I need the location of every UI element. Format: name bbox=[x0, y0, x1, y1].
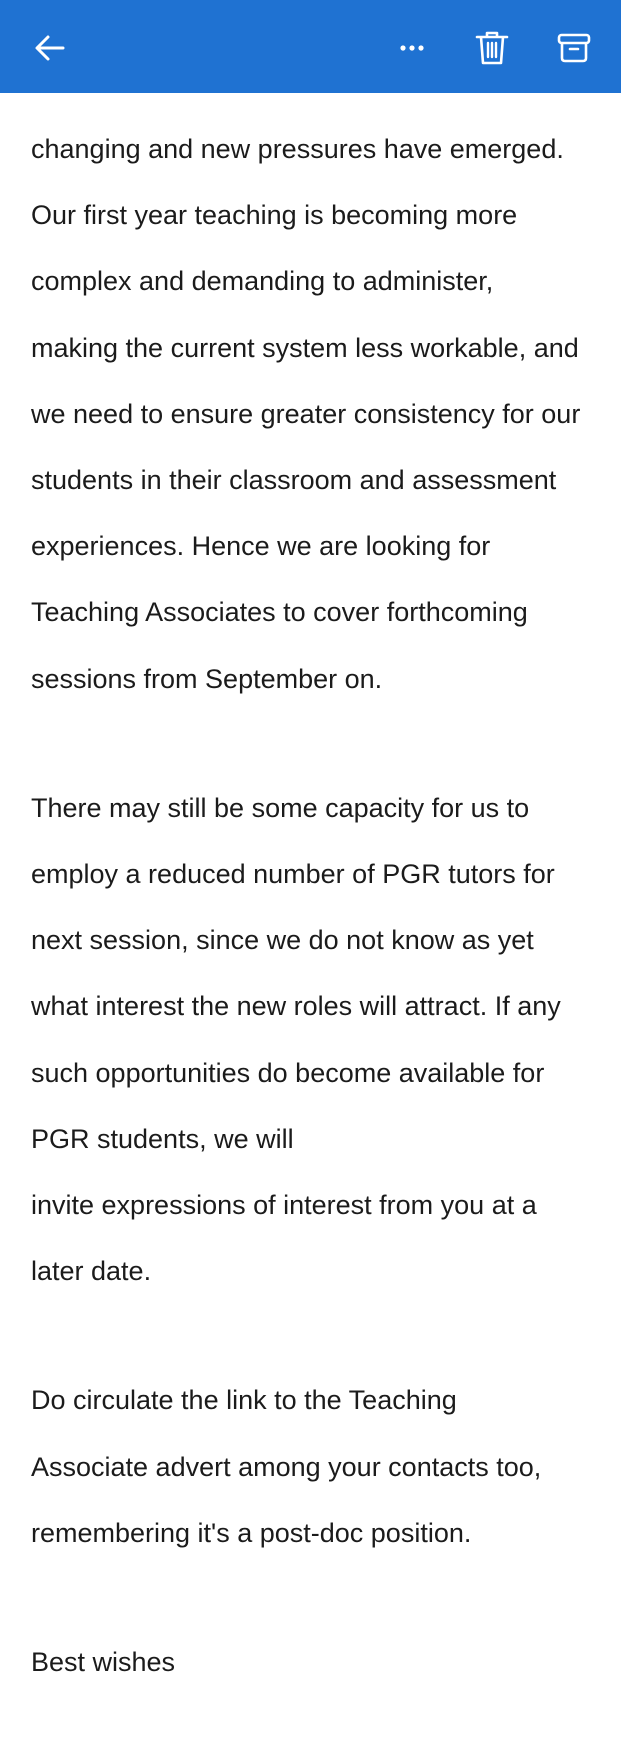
text-line: experiences. Hence we are looking for bbox=[31, 531, 491, 562]
message-paragraph bbox=[31, 1613, 611, 1712]
archive-button[interactable] bbox=[550, 24, 598, 72]
back-button[interactable] bbox=[26, 24, 74, 72]
text-line: making the current system less workable, and bbox=[31, 332, 579, 363]
text-line: sessions from September on. bbox=[31, 663, 383, 694]
delete-button[interactable] bbox=[468, 24, 516, 72]
text-line: what interest the new roles will attract. If any bbox=[31, 991, 561, 1022]
text-line: changing and new pressures have emerged. bbox=[31, 134, 564, 165]
text-line: such opportunities do become available for bbox=[31, 1057, 545, 1088]
archive-icon bbox=[556, 31, 592, 65]
text-line: Best wishes bbox=[31, 1647, 176, 1678]
text-line: remembering it's a post-doc position. bbox=[31, 1517, 472, 1548]
trash-icon bbox=[474, 29, 510, 67]
text-line: complex and demanding to administer, bbox=[31, 266, 494, 297]
message-paragraph bbox=[31, 100, 611, 729]
text-line: employ a reduced number of PGR tutors for bbox=[31, 859, 555, 890]
text-line: invite expressions of interest from you at a bbox=[31, 1190, 537, 1220]
text-line: PGR students, we will bbox=[31, 1123, 294, 1154]
text-line: we need to ensure greater consistency for our bbox=[31, 398, 581, 429]
text-line: Do circulate the link to the Teaching bbox=[31, 1385, 457, 1416]
text-line: Teaching Associates to cover forthcoming bbox=[31, 597, 528, 628]
app-toolbar bbox=[0, 0, 621, 93]
message-paragraph bbox=[31, 759, 611, 1322]
text-line: later date. bbox=[31, 1256, 152, 1287]
message-text bbox=[31, 100, 611, 1742]
text-line: Our first year teaching is becoming more bbox=[31, 200, 518, 231]
text-line: There may still be some capacity for us to bbox=[31, 792, 530, 823]
message-paragraph bbox=[31, 1351, 611, 1583]
arrow-left-icon bbox=[33, 31, 67, 65]
text-line: students in their classroom and assessment bbox=[31, 465, 557, 496]
text-line: next session, since we do not know as yet bbox=[31, 925, 534, 956]
more-options-button[interactable] bbox=[388, 24, 436, 72]
more-horizontal-icon bbox=[395, 31, 429, 65]
text-line: Associate advert among your contacts too, bbox=[31, 1451, 542, 1482]
